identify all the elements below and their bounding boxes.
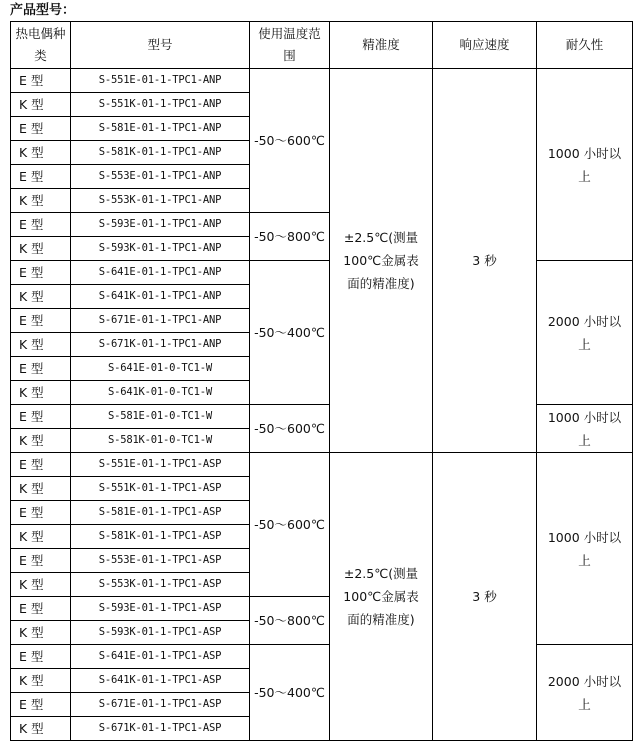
model-cell: S-581K-01-1-TPC1-ANP	[71, 141, 250, 165]
model-cell: S-553E-01-1-TPC1-ANP	[71, 165, 250, 189]
table-header-row	[11, 22, 633, 69]
model-cell: S-553K-01-1-TPC1-ANP	[71, 189, 250, 213]
header-accuracy: 精准度	[330, 22, 433, 69]
model-cell: S-553E-01-1-TPC1-ASP	[71, 549, 250, 573]
thermocouple-type-cell: E 型	[11, 213, 71, 237]
table-row	[11, 405, 633, 429]
thermocouple-type-cell: K 型	[11, 573, 71, 597]
model-cell: S-551E-01-1-TPC1-ANP	[71, 69, 250, 93]
model-cell: S-593E-01-1-TPC1-ASP	[71, 597, 250, 621]
durability-cell: 1000 小时以上	[537, 453, 633, 645]
table-row	[11, 69, 633, 93]
temperature-range-cell: -50～600℃	[250, 405, 330, 453]
thermocouple-type-cell: E 型	[11, 693, 71, 717]
product-model-table	[10, 21, 633, 741]
model-cell: S-671K-01-1-TPC1-ANP	[71, 333, 250, 357]
model-cell: S-551E-01-1-TPC1-ASP	[71, 453, 250, 477]
model-cell: S-593K-01-1-TPC1-ASP	[71, 621, 250, 645]
thermocouple-type-cell: K 型	[11, 381, 71, 405]
thermocouple-type-cell: K 型	[11, 477, 71, 501]
model-cell: S-581E-01-1-TPC1-ASP	[71, 501, 250, 525]
model-cell: S-581K-01-1-TPC1-ASP	[71, 525, 250, 549]
thermocouple-type-cell: K 型	[11, 621, 71, 645]
model-cell: S-593K-01-1-TPC1-ANP	[71, 237, 250, 261]
model-cell: S-671E-01-1-TPC1-ASP	[71, 693, 250, 717]
header-model: 型号	[71, 22, 250, 69]
thermocouple-type-cell: E 型	[11, 165, 71, 189]
thermocouple-type-cell: E 型	[11, 645, 71, 669]
temperature-range-cell: -50～400℃	[250, 645, 330, 741]
thermocouple-type-cell: E 型	[11, 549, 71, 573]
header-temperature-range: 使用温度范围	[250, 22, 330, 69]
thermocouple-type-cell: E 型	[11, 501, 71, 525]
model-cell: S-551K-01-1-TPC1-ANP	[71, 93, 250, 117]
thermocouple-type-cell: E 型	[11, 405, 71, 429]
page-title: 产品型号：	[10, 3, 76, 18]
model-cell: S-581E-01-1-TPC1-ANP	[71, 117, 250, 141]
temperature-range-cell: -50～800℃	[250, 597, 330, 645]
thermocouple-type-cell: E 型	[11, 357, 71, 381]
model-cell: S-581K-01-0-TC1-W	[71, 429, 250, 453]
thermocouple-type-cell: E 型	[11, 261, 71, 285]
temperature-range-cell: -50～600℃	[250, 453, 330, 597]
thermocouple-type-cell: K 型	[11, 285, 71, 309]
temperature-range-cell: -50～400℃	[250, 261, 330, 405]
thermocouple-type-cell: K 型	[11, 333, 71, 357]
model-cell: S-641E-01-1-TPC1-ANP	[71, 261, 250, 285]
model-cell: S-593E-01-1-TPC1-ANP	[71, 213, 250, 237]
thermocouple-type-cell: E 型	[11, 309, 71, 333]
temperature-range-cell: -50～600℃	[250, 69, 330, 213]
response-speed-cell: 3 秒	[433, 453, 537, 741]
durability-cell: 2000 小时以上	[537, 261, 633, 405]
durability-cell: 1000 小时以上	[537, 405, 633, 453]
model-cell: S-551K-01-1-TPC1-ASP	[71, 477, 250, 501]
thermocouple-type-cell: K 型	[11, 189, 71, 213]
accuracy-cell: ±2.5℃(测量100℃金属表面的精准度)	[330, 453, 433, 741]
thermocouple-type-cell: K 型	[11, 669, 71, 693]
thermocouple-type-cell: K 型	[11, 93, 71, 117]
model-cell: S-641K-01-1-TPC1-ASP	[71, 669, 250, 693]
model-cell: S-671E-01-1-TPC1-ANP	[71, 309, 250, 333]
table-row	[11, 645, 633, 669]
thermocouple-type-cell: E 型	[11, 69, 71, 93]
temperature-range-cell: -50～800℃	[250, 213, 330, 261]
table-row	[11, 453, 633, 477]
model-cell: S-641E-01-1-TPC1-ASP	[71, 645, 250, 669]
accuracy-cell: ±2.5℃(测量100℃金属表面的精准度)	[330, 69, 433, 453]
thermocouple-type-cell: E 型	[11, 117, 71, 141]
response-speed-cell: 3 秒	[433, 69, 537, 453]
thermocouple-type-cell: K 型	[11, 429, 71, 453]
durability-cell: 2000 小时以上	[537, 645, 633, 741]
header-durability: 耐久性	[537, 22, 633, 69]
durability-cell: 1000 小时以上	[537, 69, 633, 261]
header-response-speed: 响应速度	[433, 22, 537, 69]
thermocouple-type-cell: K 型	[11, 525, 71, 549]
model-cell: S-581E-01-0-TC1-W	[71, 405, 250, 429]
header-thermocouple-type: 热电偶种类	[11, 22, 71, 69]
model-cell: S-641K-01-1-TPC1-ANP	[71, 285, 250, 309]
model-cell: S-671K-01-1-TPC1-ASP	[71, 717, 250, 741]
table-row	[11, 261, 633, 285]
thermocouple-type-cell: E 型	[11, 597, 71, 621]
model-cell: S-641K-01-0-TC1-W	[71, 381, 250, 405]
thermocouple-type-cell: E 型	[11, 453, 71, 477]
model-cell: S-641E-01-0-TC1-W	[71, 357, 250, 381]
thermocouple-type-cell: K 型	[11, 237, 71, 261]
thermocouple-type-cell: K 型	[11, 141, 71, 165]
model-cell: S-553K-01-1-TPC1-ASP	[71, 573, 250, 597]
table-body	[11, 69, 633, 741]
thermocouple-type-cell: K 型	[11, 717, 71, 741]
